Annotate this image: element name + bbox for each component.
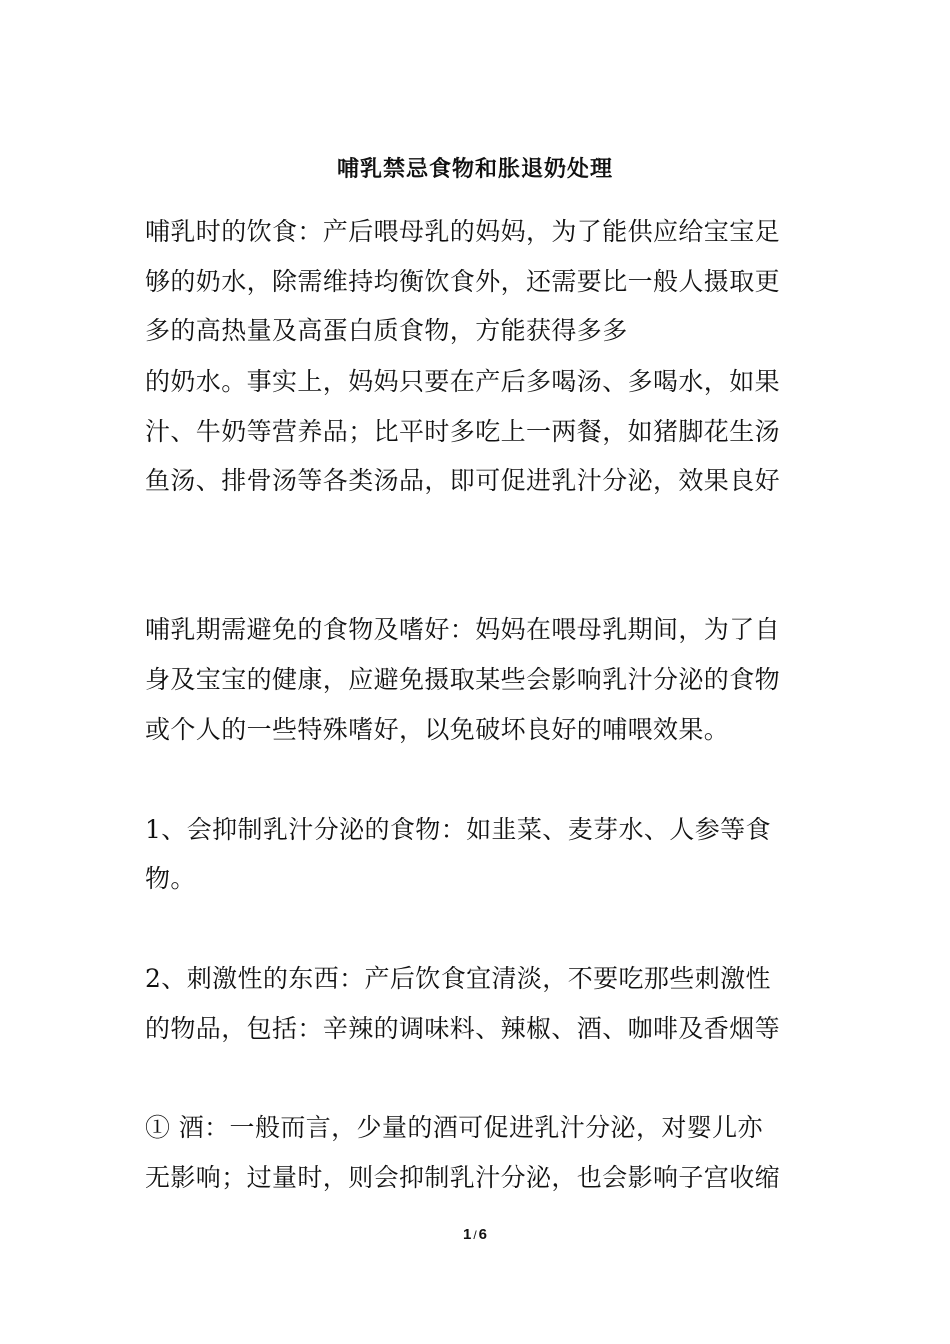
page-total: 6 — [478, 1226, 488, 1243]
body-line: 够的奶水，除需维持均衡饮食外，还需要比一般人摄取更 — [145, 267, 781, 296]
body-line: 哺乳时的饮食：产后喂母乳的妈妈，为了能供应给宝宝足 — [145, 217, 781, 246]
page-number — [0, 1226, 950, 1243]
body-line: 身及宝宝的健康，应避免摄取某些会影响乳汁分泌的食物 — [145, 665, 781, 694]
page-separator: / — [473, 1228, 477, 1242]
document-title: 哺乳禁忌食物和胀退奶处理 — [336, 156, 613, 182]
page-current: 1 — [462, 1226, 472, 1243]
body-line: 哺乳期需避免的食物及嗜好：妈妈在喂母乳期间，为了自 — [145, 615, 781, 644]
body-line: 2、刺激性的东西：产后饮食宜清淡，不要吃那些刺激性 — [145, 964, 771, 993]
body-line: 汁、牛奶等营养品；比平时多吃上一两餐，如猪脚花生汤 — [145, 417, 781, 446]
body-line: 鱼汤、排骨汤等各类汤品，即可促进乳汁分泌，效果良好 — [145, 466, 781, 495]
body-line: 多的高热量及高蛋白质食物，方能获得多多 — [145, 316, 628, 345]
body-line: 的奶水。事实上，妈妈只要在产后多喝汤、多喝水，如果 — [145, 367, 781, 396]
body-line: ① 酒：一般而言，少量的酒可促进乳汁分泌，对婴儿亦 — [145, 1113, 763, 1142]
body-line: 或个人的一些特殊嗜好，以免破坏良好的哺喂效果。 — [145, 715, 730, 744]
body-line: 物。 — [145, 864, 196, 893]
body-line: 1、会抑制乳汁分泌的食物：如韭菜、麦芽水、人参等食 — [145, 815, 771, 844]
body-line: 的物品，包括：辛辣的调味料、辣椒、酒、咖啡及香烟等 — [145, 1014, 781, 1043]
body-line: 无影响；过量时，则会抑制乳汁分泌，也会影响子宫收缩 — [145, 1163, 781, 1192]
